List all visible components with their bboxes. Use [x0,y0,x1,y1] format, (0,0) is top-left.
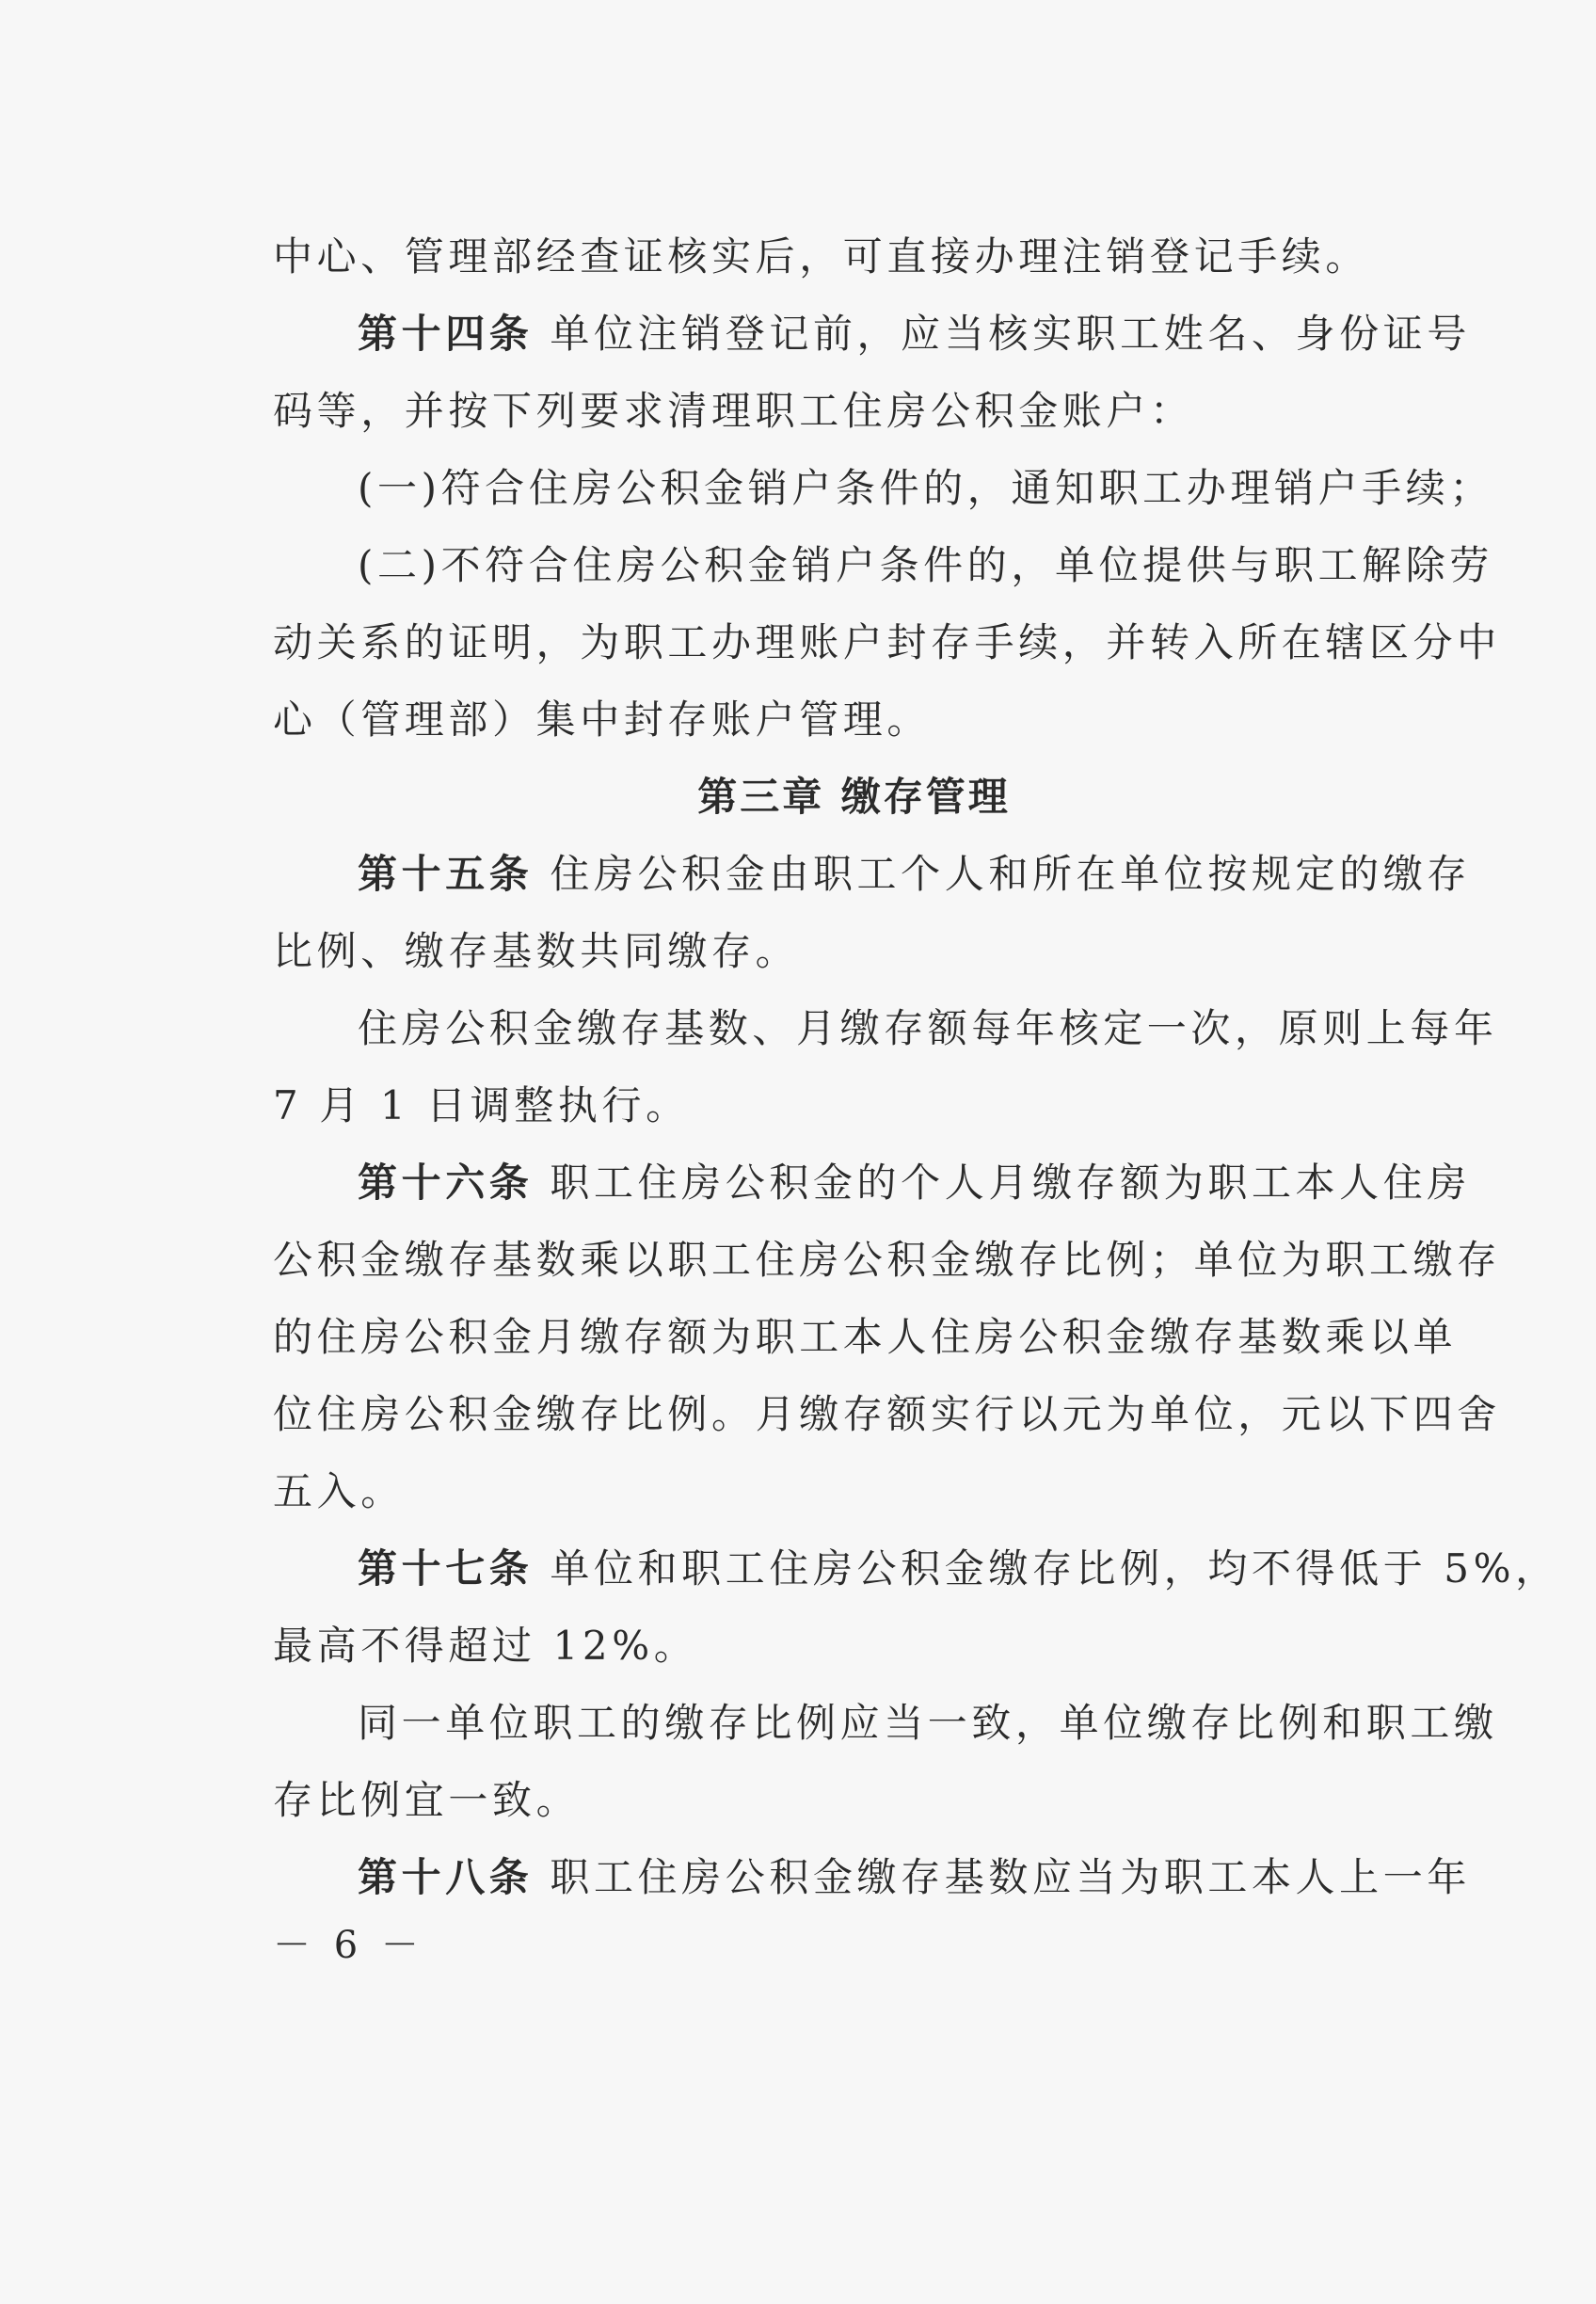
chapter-heading: 第三章 缴存管理 [697,774,1011,820]
body-text [273,218,1559,1916]
text-span: 职工住房公积金的个人月缴存额为职工本人住房 [550,1160,1471,1206]
article-18 [273,1839,1471,1916]
text-line: 存比例宜一致。 [273,1777,581,1823]
article-14 [273,296,1471,373]
text-line: 同一单位职工的缴存比例应当一致，单位缴存比例和职工缴 [358,1700,1498,1746]
text-line: 五入。 [273,1468,405,1514]
text-span: 单位和职工住房公积金缴存比例，均不得低于 5%， [550,1545,1559,1592]
article-number: 第十七条 [358,1545,534,1592]
text-line: 的住房公积金月缴存额为职工本人住房公积金缴存基数乘以单 [273,1314,1458,1360]
text-line: 住房公积金缴存基数、月缴存额每年核定一次，原则上每年 [358,1005,1498,1051]
text-line: (二)不符合住房公积金销户条件的，单位提供与职工解除劳 [358,542,1493,588]
text-line: 公积金缴存基数乘以职工住房公积金缴存比例；单位为职工缴存 [273,1237,1501,1283]
text-line: 中心、管理部经查证核实后，可直接办理注销登记手续。 [273,233,1370,280]
article-number: 第十六条 [358,1160,534,1206]
text-line: 比例、缴存基数共同缴存。 [273,928,800,974]
article-number: 第十八条 [358,1854,534,1900]
text-span: 职工住房公积金缴存基数应当为职工本人上一年 [550,1854,1471,1900]
article-17 [273,1530,1559,1608]
text-line: 动关系的证明，为职工办理账户封存手续，并转入所在辖区分中 [273,619,1501,665]
text-line: 位住房公积金缴存比例。月缴存额实行以元为单位，元以下四舍 [273,1391,1501,1437]
text-span: 住房公积金由职工个人和所在单位按规定的缴存 [550,851,1471,897]
text-line: 最高不得超过 12%。 [273,1623,698,1669]
text-line: 心（管理部）集中封存账户管理。 [273,696,932,743]
article-16 [273,1144,1471,1222]
article-number: 第十五条 [358,851,534,897]
text-line: (一)符合住房公积金销户条件的，通知职工办理销户手续； [358,465,1493,511]
text-line: 7 月 1 日调整执行。 [273,1082,690,1128]
text-span: 单位注销登记前，应当核实职工姓名、身份证号 [550,311,1471,357]
page-number: － 6 － [273,1924,424,1967]
article-15 [273,836,1471,913]
text-line: 码等，并按下列要求清理职工住房公积金账户： [273,388,1194,434]
article-number: 第十四条 [358,311,534,357]
